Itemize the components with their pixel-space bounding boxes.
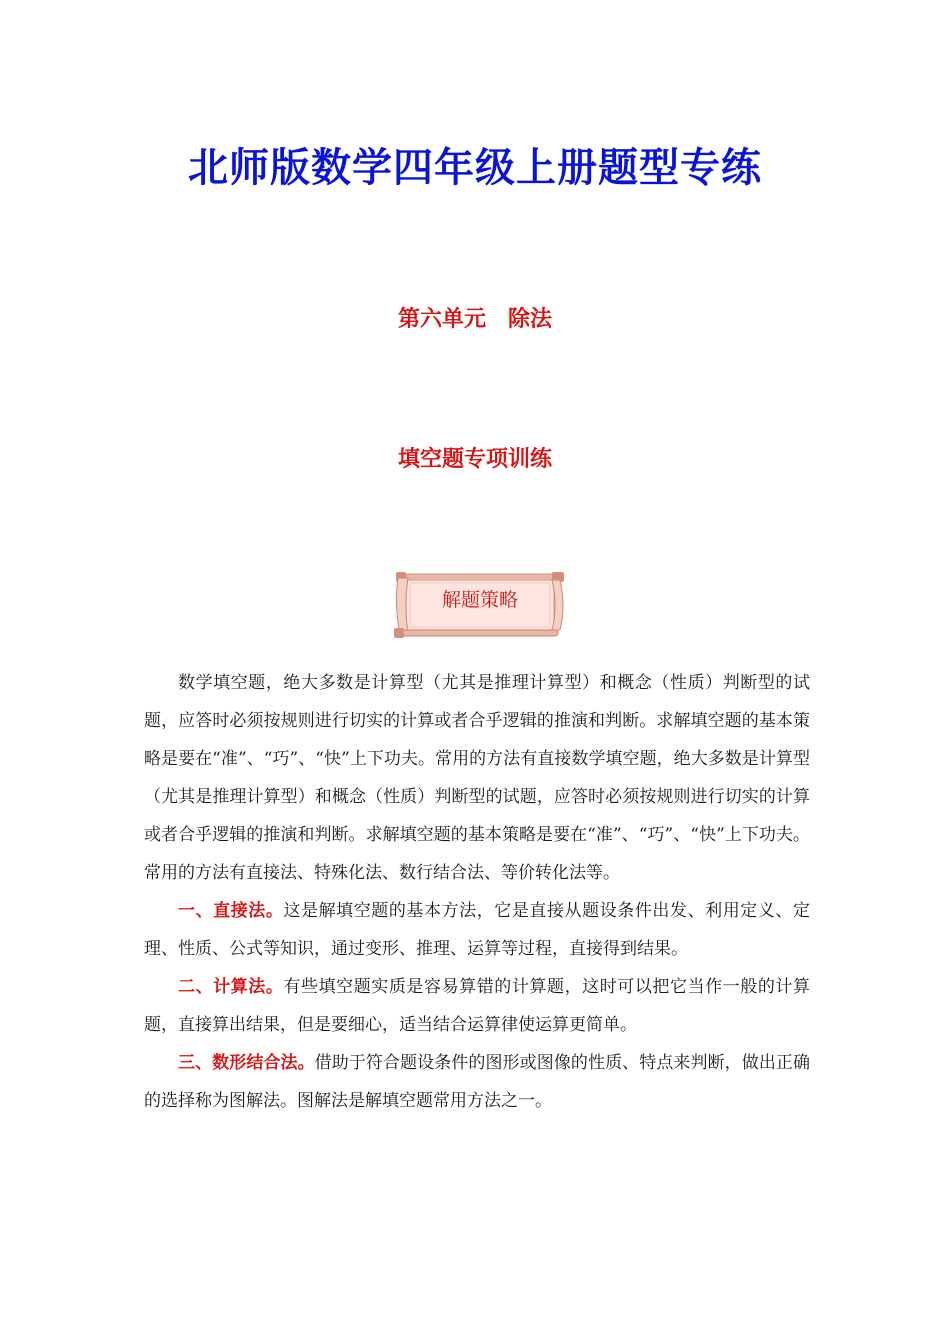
scroll-banner-label: 解题策略 bbox=[441, 589, 518, 611]
unit-heading: 第六单元 除法 bbox=[397, 307, 552, 332]
method-direct-paragraph bbox=[144, 892, 810, 968]
strategy-content bbox=[144, 664, 810, 1120]
method-graphic-label: 三、数形结合法。 bbox=[178, 1053, 315, 1073]
document-title: 北师版数学四年级上册题型专练 bbox=[188, 145, 762, 191]
method-direct-text: 这是解填空题的基本方法，它是直接从题设条件出发、利用定义、定理、性质、公式等知识，通过变形、推理、运算等过程，直接得到结果。 bbox=[144, 901, 811, 959]
method-direct-label: 一、直接法。 bbox=[178, 901, 284, 921]
method-calc-text: 有些填空题实质是容易算错的计算题，这时可以把它当作一般的计算题，直接算出结果，但是要细心，适当结合运算律使运算更简单。 bbox=[144, 977, 811, 1035]
method-graphic-text: 借助于符合题设条件的图形或图像的性质、特点来判断，做出正确的选择称为图解法。图解法是解填空题常用方法之一。 bbox=[144, 1053, 811, 1111]
method-calc-paragraph bbox=[144, 968, 810, 1044]
scroll-banner bbox=[392, 568, 568, 644]
method-calc-label: 二、计算法。 bbox=[178, 977, 284, 997]
intro-paragraph: 数学填空题，绝大多数是计算型（尤其是推理计算型）和概念（性质）判断型的试题，应答时必须按规则进行切实的计算或者合乎逻辑的推演和判断。求解填空题的基本策略是要在“准”、“巧”、“快”上下功夫。常用的方法有直接数学填空题，绝大多数是计算型（尤其是推理计算型）和概念（性质）判断型的试题，应答时必须按规则进行切实的计算或者合乎逻辑的推演和判断。求解填空题的基本策略是要在“准”、“巧”、“快”上下功夫。常用的方法有直接法、特殊化法、数行结合法、等价转化法等。 bbox=[144, 673, 810, 883]
method-graphic-paragraph bbox=[144, 1044, 810, 1120]
section-heading: 填空题专项训练 bbox=[397, 447, 552, 472]
